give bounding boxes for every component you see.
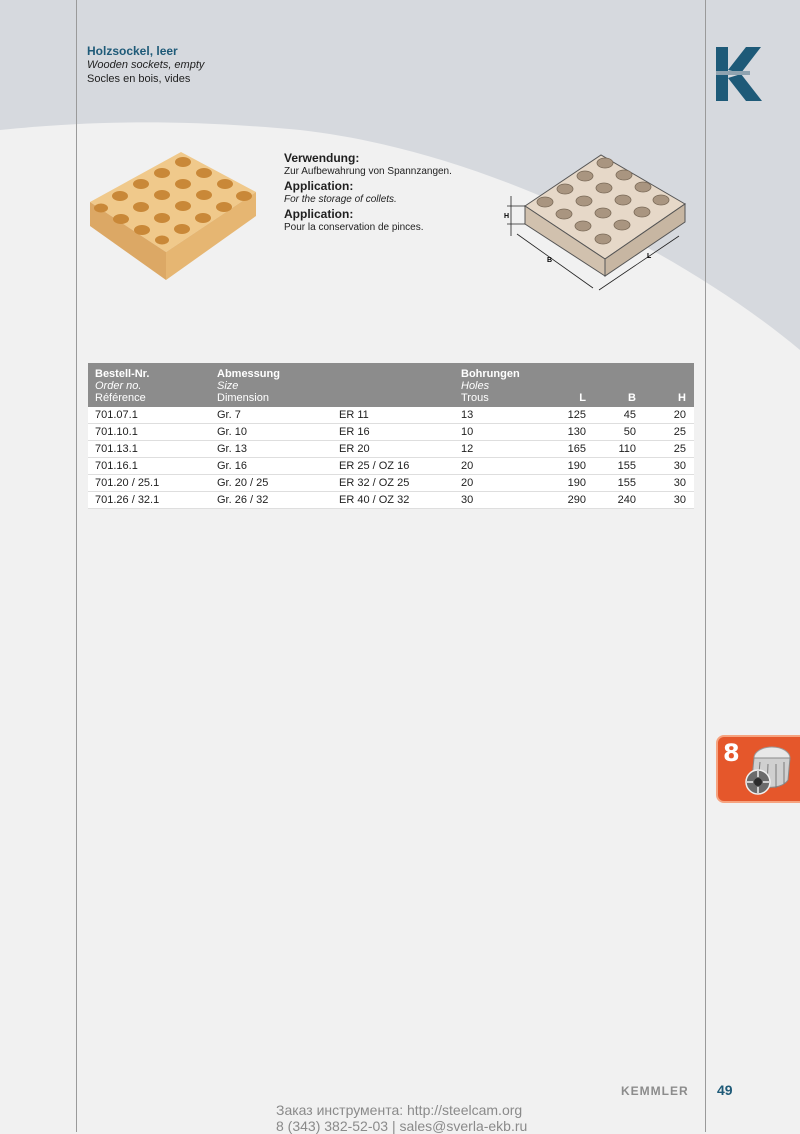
collet-icon — [740, 744, 794, 796]
chapter-tab[interactable] — [716, 735, 800, 803]
table-row — [88, 475, 694, 492]
right-margin-line — [705, 0, 706, 1132]
footer-contact-line[interactable]: 8 (343) 382-52-03 | sales@sverla-ekb.ru — [276, 1118, 528, 1134]
brand-name: KEMMLER — [621, 1084, 689, 1098]
dim-b-label: B — [547, 257, 553, 264]
page-number: 49 — [717, 1082, 733, 1098]
wooden-socket-photo — [86, 152, 266, 282]
cell-l: 190 — [544, 475, 594, 492]
cell-collet: ER 32 / OZ 25 — [332, 475, 454, 492]
cell-b: 50 — [594, 424, 644, 441]
kemmler-k-logo — [716, 47, 762, 101]
header-order: Bestell-Nr. Order no. Référence — [88, 363, 210, 407]
spec-table — [88, 363, 694, 509]
cell-holes: 20 — [454, 475, 544, 492]
cell-size: Gr. 20 / 25 — [210, 475, 332, 492]
cell-h: 30 — [644, 475, 694, 492]
cell-order: 701.13.1 — [88, 441, 210, 458]
cell-l: 165 — [544, 441, 594, 458]
cell-h: 30 — [644, 492, 694, 509]
header-b: B — [594, 363, 644, 407]
cell-order: 701.16.1 — [88, 458, 210, 475]
cell-collet: ER 16 — [332, 424, 454, 441]
header-l: L — [544, 363, 594, 407]
cell-order: 701.07.1 — [88, 407, 210, 424]
cell-collet: ER 20 — [332, 441, 454, 458]
usage-en-heading: Application: — [284, 179, 354, 193]
cell-l: 190 — [544, 458, 594, 475]
usage-en-text: For the storage of collets. — [284, 194, 397, 205]
cell-h: 25 — [644, 424, 694, 441]
cell-b: 155 — [594, 458, 644, 475]
usage-text — [284, 150, 504, 234]
table-row — [88, 407, 694, 424]
cell-order: 701.10.1 — [88, 424, 210, 441]
cell-b: 110 — [594, 441, 644, 458]
cell-size: Gr. 16 — [210, 458, 332, 475]
footer-order-line[interactable]: Заказ инструмента: http://steelcam.org — [276, 1102, 523, 1118]
cell-size: Gr. 26 / 32 — [210, 492, 332, 509]
dim-h-label: H — [504, 213, 510, 220]
cell-l: 125 — [544, 407, 594, 424]
cell-size: Gr. 7 — [210, 407, 332, 424]
cell-order: 701.20 / 25.1 — [88, 475, 210, 492]
cell-b: 155 — [594, 475, 644, 492]
section-header — [87, 44, 204, 86]
usage-fr-text: Pour la conservation de pinces. — [284, 222, 424, 233]
cell-h: 20 — [644, 407, 694, 424]
chapter-number: 8 — [723, 739, 740, 767]
cell-size: Gr. 13 — [210, 441, 332, 458]
subtitle-en: Wooden sockets, empty — [87, 59, 205, 71]
dimension-drawing — [503, 150, 693, 298]
cell-holes: 10 — [454, 424, 544, 441]
footer-contact — [276, 1102, 527, 1134]
dim-l-label: L — [647, 253, 652, 260]
header-holes: Bohrungen Holes Trous — [454, 363, 544, 407]
cell-collet: ER 25 / OZ 16 — [332, 458, 454, 475]
cell-b: 45 — [594, 407, 644, 424]
cell-b: 240 — [594, 492, 644, 509]
usage-fr-heading: Application: — [284, 207, 354, 221]
cell-l: 130 — [544, 424, 594, 441]
cell-collet: ER 40 / OZ 32 — [332, 492, 454, 509]
cell-holes: 20 — [454, 458, 544, 475]
table-row — [88, 441, 694, 458]
header-collet-type — [332, 363, 454, 407]
header-h: H — [644, 363, 694, 407]
table-header-row — [88, 363, 694, 407]
header-dimension: Abmessung Size Dimension — [210, 363, 332, 407]
usage-de-text: Zur Aufbewahrung von Spannzangen. — [284, 166, 452, 177]
cell-l: 290 — [544, 492, 594, 509]
left-margin-line — [76, 0, 77, 1132]
page-title: Holzsockel, leer — [87, 44, 178, 58]
table-row — [88, 492, 694, 509]
cell-h: 25 — [644, 441, 694, 458]
subtitle-fr: Socles en bois, vides — [87, 73, 191, 85]
cell-holes: 12 — [454, 441, 544, 458]
cell-order: 701.26 / 32.1 — [88, 492, 210, 509]
cell-holes: 30 — [454, 492, 544, 509]
table-row — [88, 458, 694, 475]
cell-holes: 13 — [454, 407, 544, 424]
cell-collet: ER 11 — [332, 407, 454, 424]
cell-size: Gr. 10 — [210, 424, 332, 441]
table-row — [88, 424, 694, 441]
cell-h: 30 — [644, 458, 694, 475]
usage-de-heading: Verwendung: — [284, 151, 360, 165]
